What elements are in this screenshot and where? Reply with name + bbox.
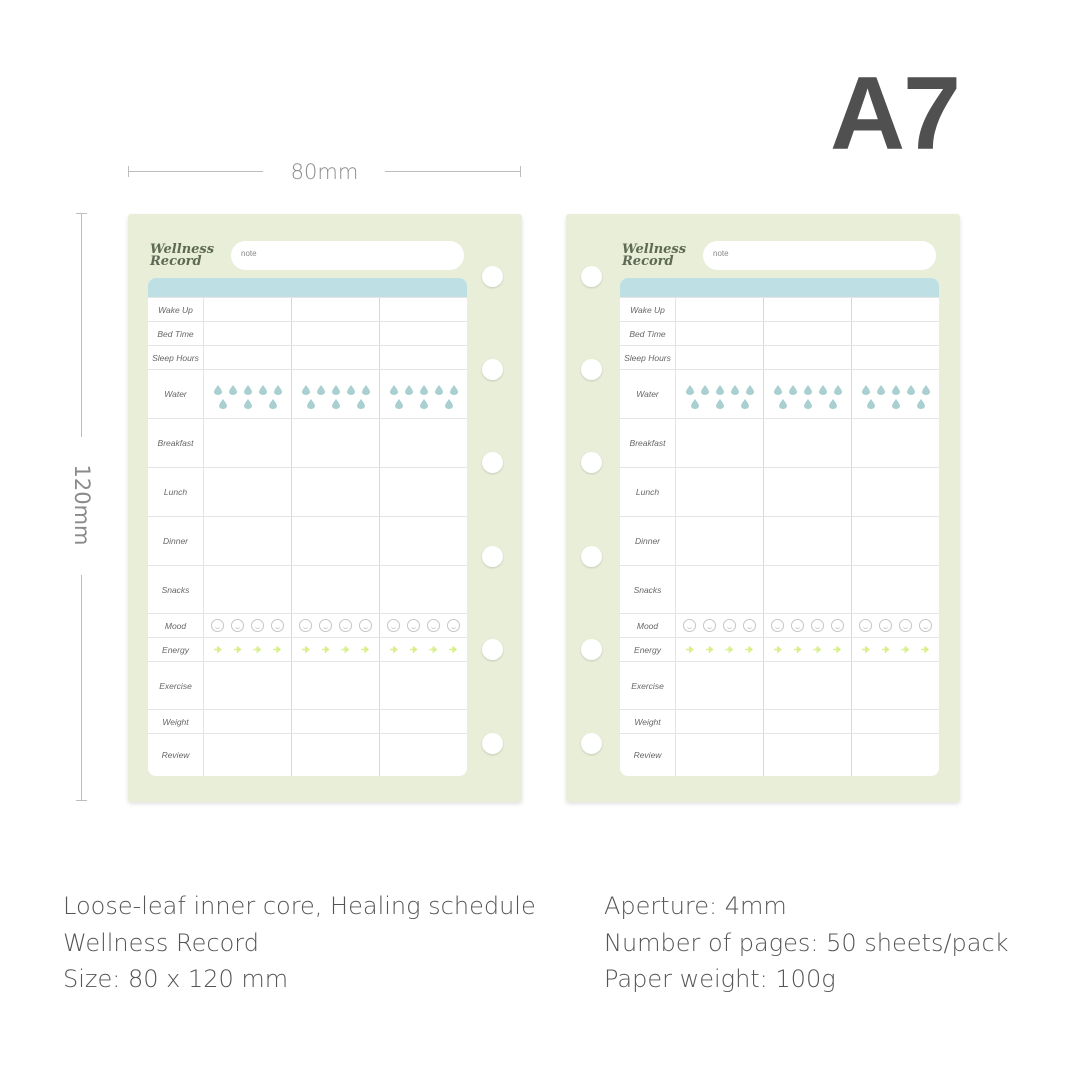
width-label: 80mm xyxy=(290,160,359,184)
punch-hole xyxy=(482,266,503,287)
table-cell[interactable] xyxy=(204,322,292,345)
table-cell[interactable] xyxy=(852,614,939,637)
row-label: Energy xyxy=(620,638,676,661)
water-drop-icon[interactable] xyxy=(229,382,237,392)
water-drop-icon[interactable] xyxy=(867,396,875,406)
lightning-icon[interactable] xyxy=(813,646,821,654)
table-cell[interactable] xyxy=(764,298,852,321)
water-drop-icon[interactable] xyxy=(907,382,915,392)
lightning-icon[interactable] xyxy=(745,646,753,654)
table-row-lunch xyxy=(620,467,939,516)
table-cell[interactable] xyxy=(292,517,380,565)
water-drop-icon[interactable] xyxy=(347,382,355,392)
water-drop-icon[interactable] xyxy=(804,382,812,392)
punch-hole xyxy=(482,359,503,380)
face-icon[interactable] xyxy=(723,619,736,632)
table-row-breakfast xyxy=(620,418,939,467)
wellness-table xyxy=(620,278,939,776)
table-cell[interactable] xyxy=(204,468,292,516)
punch-hole xyxy=(581,359,602,380)
table-cell[interactable] xyxy=(676,370,764,418)
table-row-mood xyxy=(620,613,939,637)
row-label: Water xyxy=(620,370,676,418)
water-drop-icon[interactable] xyxy=(357,396,365,406)
punch-hole xyxy=(482,452,503,473)
table-cell[interactable] xyxy=(292,734,380,776)
water-drop-icon[interactable] xyxy=(450,382,458,392)
table-cell[interactable] xyxy=(852,322,939,345)
table-row-lunch xyxy=(148,467,467,516)
table-cell[interactable] xyxy=(676,322,764,345)
table-cell[interactable] xyxy=(204,517,292,565)
face-icon[interactable] xyxy=(407,619,420,632)
table-row-weight xyxy=(620,709,939,733)
table-cell[interactable] xyxy=(204,734,292,776)
table-cell[interactable] xyxy=(380,517,467,565)
face-icon[interactable] xyxy=(811,619,824,632)
lightning-icon[interactable] xyxy=(833,646,841,654)
row-label: Energy xyxy=(148,638,204,661)
table-cell[interactable] xyxy=(764,468,852,516)
lightning-icon[interactable] xyxy=(361,646,369,654)
face-icon[interactable] xyxy=(427,619,440,632)
table-cell[interactable] xyxy=(852,370,939,418)
table-cell[interactable] xyxy=(380,734,467,776)
water-drop-icon[interactable] xyxy=(269,396,277,406)
table-cell[interactable] xyxy=(380,662,467,709)
punch-hole xyxy=(581,733,602,754)
water-drop-icon[interactable] xyxy=(307,396,315,406)
table-row-bed-time xyxy=(148,321,467,345)
table-cell[interactable] xyxy=(380,370,467,418)
planner-page-left xyxy=(128,214,522,802)
water-drop-icon[interactable] xyxy=(922,382,930,392)
water-drop-icon[interactable] xyxy=(892,396,900,406)
lightning-icon[interactable] xyxy=(862,646,870,654)
table-cell[interactable] xyxy=(380,566,467,613)
table-cell[interactable] xyxy=(380,419,467,467)
spec-line: Size: 80 x 120 mm xyxy=(63,965,289,993)
table-cell[interactable] xyxy=(676,734,764,776)
water-drop-icon[interactable] xyxy=(892,382,900,392)
table-row-bed-time xyxy=(620,321,939,345)
water-drop-icon[interactable] xyxy=(691,396,699,406)
spec-line: Paper weight: 100g xyxy=(604,965,836,993)
face-icon[interactable] xyxy=(831,619,844,632)
face-icon[interactable] xyxy=(339,619,352,632)
note-placeholder: note xyxy=(713,249,729,258)
lightning-icon[interactable] xyxy=(273,646,281,654)
width-dimension xyxy=(128,160,521,184)
water-drop-icon[interactable] xyxy=(686,382,694,392)
table-cell[interactable] xyxy=(676,638,764,661)
table-cell[interactable] xyxy=(676,566,764,613)
water-drop-icon[interactable] xyxy=(435,382,443,392)
water-drop-icon[interactable] xyxy=(862,382,870,392)
punch-hole xyxy=(482,733,503,754)
table-row-exercise xyxy=(620,661,939,709)
table-cell[interactable] xyxy=(852,566,939,613)
punch-hole xyxy=(581,452,602,473)
spec-line: Loose-leaf inner core, Healing schedule xyxy=(63,892,536,920)
table-row-mood xyxy=(148,613,467,637)
table-cell[interactable] xyxy=(764,517,852,565)
row-label: Snacks xyxy=(148,566,204,613)
table-row-review xyxy=(148,733,467,776)
table-cell[interactable] xyxy=(380,468,467,516)
table-cell[interactable] xyxy=(764,322,852,345)
face-icon[interactable] xyxy=(231,619,244,632)
lightning-icon[interactable] xyxy=(686,646,694,654)
water-drop-icon[interactable] xyxy=(716,396,724,406)
planner-page-right xyxy=(566,214,960,802)
lightning-icon[interactable] xyxy=(882,646,890,654)
table-cell[interactable] xyxy=(676,517,764,565)
sheet-title xyxy=(622,244,686,268)
water-drop-icon[interactable] xyxy=(420,382,428,392)
row-label: Dinner xyxy=(620,517,676,565)
water-drop-icon[interactable] xyxy=(829,396,837,406)
row-label: Weight xyxy=(148,710,204,733)
dimension-cap xyxy=(520,166,521,177)
table-row-dinner xyxy=(148,516,467,565)
table-cell[interactable] xyxy=(380,298,467,321)
face-icon[interactable] xyxy=(299,619,312,632)
lightning-icon[interactable] xyxy=(449,646,457,654)
table-cell[interactable] xyxy=(204,370,292,418)
water-drop-icon[interactable] xyxy=(789,382,797,392)
table-cell[interactable] xyxy=(764,566,852,613)
table-cell[interactable] xyxy=(676,298,764,321)
table-row-snacks xyxy=(148,565,467,613)
lightning-icon[interactable] xyxy=(921,646,929,654)
water-drop-icon[interactable] xyxy=(804,396,812,406)
table-cell[interactable] xyxy=(852,419,939,467)
table-cell[interactable] xyxy=(852,710,939,733)
punch-hole xyxy=(581,266,602,287)
table-cell[interactable] xyxy=(852,517,939,565)
table-row-sleep-hours xyxy=(148,345,467,369)
table-cell[interactable] xyxy=(204,710,292,733)
water-drop-icon[interactable] xyxy=(445,396,453,406)
table-cell[interactable] xyxy=(764,419,852,467)
table-row-wake-up xyxy=(148,297,467,321)
water-drop-icon[interactable] xyxy=(774,382,782,392)
lightning-icon[interactable] xyxy=(901,646,909,654)
lightning-icon[interactable] xyxy=(234,646,242,654)
lightning-icon[interactable] xyxy=(706,646,714,654)
lightning-icon[interactable] xyxy=(322,646,330,654)
table-cell[interactable] xyxy=(292,566,380,613)
face-icon[interactable] xyxy=(359,619,372,632)
table-cell[interactable] xyxy=(204,298,292,321)
table-cell[interactable] xyxy=(204,662,292,709)
height-dimension xyxy=(70,213,94,801)
table-cell[interactable] xyxy=(852,298,939,321)
table-cell[interactable] xyxy=(292,614,380,637)
water-drop-icon[interactable] xyxy=(701,382,709,392)
face-icon[interactable] xyxy=(251,619,264,632)
water-drop-icon[interactable] xyxy=(917,396,925,406)
note-field[interactable] xyxy=(703,241,936,270)
table-cell[interactable] xyxy=(676,468,764,516)
sheet-title xyxy=(150,244,214,268)
water-drop-icon[interactable] xyxy=(219,396,227,406)
lightning-icon[interactable] xyxy=(774,646,782,654)
water-drop-icon[interactable] xyxy=(746,382,754,392)
row-label: Mood xyxy=(620,614,676,637)
water-drop-icon[interactable] xyxy=(244,396,252,406)
table-cell[interactable] xyxy=(676,710,764,733)
lightning-icon[interactable] xyxy=(794,646,802,654)
water-drop-icon[interactable] xyxy=(834,382,842,392)
punch-hole xyxy=(581,546,602,567)
table-row-energy xyxy=(148,637,467,661)
table-cell[interactable] xyxy=(764,346,852,369)
water-drop-icon[interactable] xyxy=(779,396,787,406)
lightning-icon[interactable] xyxy=(390,646,398,654)
dimension-cap xyxy=(76,800,87,801)
note-field[interactable] xyxy=(231,241,464,270)
specs-right xyxy=(604,888,1009,998)
water-drop-icon[interactable] xyxy=(302,382,310,392)
row-label: Bed Time xyxy=(148,322,204,345)
water-drop-icon[interactable] xyxy=(405,382,413,392)
row-label: Sleep Hours xyxy=(620,346,676,369)
table-row-dinner xyxy=(620,516,939,565)
spec-line: Aperture: 4mm xyxy=(604,892,787,920)
water-drop-icon[interactable] xyxy=(274,382,282,392)
water-drop-icon[interactable] xyxy=(332,396,340,406)
water-drop-icon[interactable] xyxy=(362,382,370,392)
table-cell[interactable] xyxy=(292,346,380,369)
water-drop-icon[interactable] xyxy=(395,396,403,406)
dimension-line xyxy=(385,171,521,172)
table-cell[interactable] xyxy=(292,322,380,345)
sheet-title-line: Record xyxy=(622,254,674,269)
face-icon[interactable] xyxy=(447,619,460,632)
face-icon[interactable] xyxy=(683,619,696,632)
table-row-snacks xyxy=(620,565,939,613)
specs-left xyxy=(63,888,536,998)
water-drop-icon[interactable] xyxy=(716,382,724,392)
note-placeholder: note xyxy=(241,249,257,258)
punch-hole xyxy=(581,639,602,660)
table-cell[interactable] xyxy=(380,614,467,637)
lightning-icon[interactable] xyxy=(429,646,437,654)
row-label: Breakfast xyxy=(620,419,676,467)
table-cell[interactable] xyxy=(852,346,939,369)
table-cell[interactable] xyxy=(380,346,467,369)
table-cell[interactable] xyxy=(676,662,764,709)
dimension-line xyxy=(81,213,82,437)
table-cell[interactable] xyxy=(292,638,380,661)
table-cell[interactable] xyxy=(852,662,939,709)
table-cell[interactable] xyxy=(380,322,467,345)
table-cell[interactable] xyxy=(204,614,292,637)
table-row-energy xyxy=(620,637,939,661)
spec-line: Wellness Record xyxy=(63,928,259,957)
table-row-wake-up xyxy=(620,297,939,321)
water-drop-icon[interactable] xyxy=(244,382,252,392)
table-cell[interactable] xyxy=(204,346,292,369)
face-icon[interactable] xyxy=(771,619,784,632)
lightning-icon[interactable] xyxy=(253,646,261,654)
table-cell[interactable] xyxy=(204,638,292,661)
row-label: Breakfast xyxy=(148,419,204,467)
row-label: Water xyxy=(148,370,204,418)
table-row-review xyxy=(620,733,939,776)
table-cell[interactable] xyxy=(764,734,852,776)
size-badge: A7 xyxy=(830,56,959,172)
table-cell[interactable] xyxy=(764,638,852,661)
row-label: Review xyxy=(148,734,204,776)
water-drop-icon[interactable] xyxy=(332,382,340,392)
table-cell[interactable] xyxy=(292,662,380,709)
face-icon[interactable] xyxy=(703,619,716,632)
face-icon[interactable] xyxy=(271,619,284,632)
table-cell[interactable] xyxy=(676,419,764,467)
table-cell[interactable] xyxy=(764,614,852,637)
table-cell[interactable] xyxy=(764,710,852,733)
water-drop-icon[interactable] xyxy=(877,382,885,392)
table-row-breakfast xyxy=(148,418,467,467)
row-label: Wake Up xyxy=(148,298,204,321)
row-label: Lunch xyxy=(148,468,204,516)
row-label: Wake Up xyxy=(620,298,676,321)
dimension-line xyxy=(81,575,82,801)
table-row-weight xyxy=(148,709,467,733)
table-cell[interactable] xyxy=(852,734,939,776)
table-cell[interactable] xyxy=(852,468,939,516)
face-icon[interactable] xyxy=(319,619,332,632)
face-icon[interactable] xyxy=(919,619,932,632)
water-drop-icon[interactable] xyxy=(819,382,827,392)
table-header-band xyxy=(148,278,467,297)
water-drop-icon[interactable] xyxy=(214,382,222,392)
table-row-water xyxy=(148,369,467,418)
face-icon[interactable] xyxy=(859,619,872,632)
row-label: Bed Time xyxy=(620,322,676,345)
table-cell[interactable] xyxy=(380,638,467,661)
table-cell[interactable] xyxy=(292,370,380,418)
row-label: Snacks xyxy=(620,566,676,613)
table-cell[interactable] xyxy=(292,710,380,733)
table-cell[interactable] xyxy=(292,468,380,516)
water-drop-icon[interactable] xyxy=(390,382,398,392)
punch-hole xyxy=(482,639,503,660)
water-drop-icon[interactable] xyxy=(731,382,739,392)
punch-hole xyxy=(482,546,503,567)
height-label: 120mm xyxy=(70,464,94,546)
table-header-band xyxy=(620,278,939,297)
table-cell[interactable] xyxy=(380,710,467,733)
row-label: Dinner xyxy=(148,517,204,565)
spec-line: Number of pages: 50 sheets/pack xyxy=(604,928,1009,957)
row-label: Exercise xyxy=(620,662,676,709)
lightning-icon[interactable] xyxy=(341,646,349,654)
sheet-title-line: Record xyxy=(150,254,202,269)
row-label: Weight xyxy=(620,710,676,733)
lightning-icon[interactable] xyxy=(410,646,418,654)
row-label: Exercise xyxy=(148,662,204,709)
table-cell[interactable] xyxy=(204,566,292,613)
lightning-icon[interactable] xyxy=(302,646,310,654)
sheet-title-line: Wellness xyxy=(150,242,215,257)
table-cell[interactable] xyxy=(676,346,764,369)
table-cell[interactable] xyxy=(764,662,852,709)
water-drop-icon[interactable] xyxy=(741,396,749,406)
lightning-icon[interactable] xyxy=(725,646,733,654)
water-drop-icon[interactable] xyxy=(259,382,267,392)
face-icon[interactable] xyxy=(743,619,756,632)
face-icon[interactable] xyxy=(879,619,892,632)
table-cell[interactable] xyxy=(852,638,939,661)
sheet-title-line: Wellness xyxy=(622,242,687,257)
water-drop-icon[interactable] xyxy=(420,396,428,406)
table-row-water xyxy=(620,369,939,418)
table-cell[interactable] xyxy=(292,419,380,467)
face-icon[interactable] xyxy=(899,619,912,632)
face-icon[interactable] xyxy=(211,619,224,632)
table-row-exercise xyxy=(148,661,467,709)
table-cell[interactable] xyxy=(676,614,764,637)
table-cell[interactable] xyxy=(204,419,292,467)
row-label: Lunch xyxy=(620,468,676,516)
table-cell[interactable] xyxy=(292,298,380,321)
row-label: Review xyxy=(620,734,676,776)
table-row-sleep-hours xyxy=(620,345,939,369)
row-label: Sleep Hours xyxy=(148,346,204,369)
row-label: Mood xyxy=(148,614,204,637)
face-icon[interactable] xyxy=(387,619,400,632)
water-drop-icon[interactable] xyxy=(317,382,325,392)
wellness-table xyxy=(148,278,467,776)
table-cell[interactable] xyxy=(764,370,852,418)
face-icon[interactable] xyxy=(791,619,804,632)
lightning-icon[interactable] xyxy=(214,646,222,654)
